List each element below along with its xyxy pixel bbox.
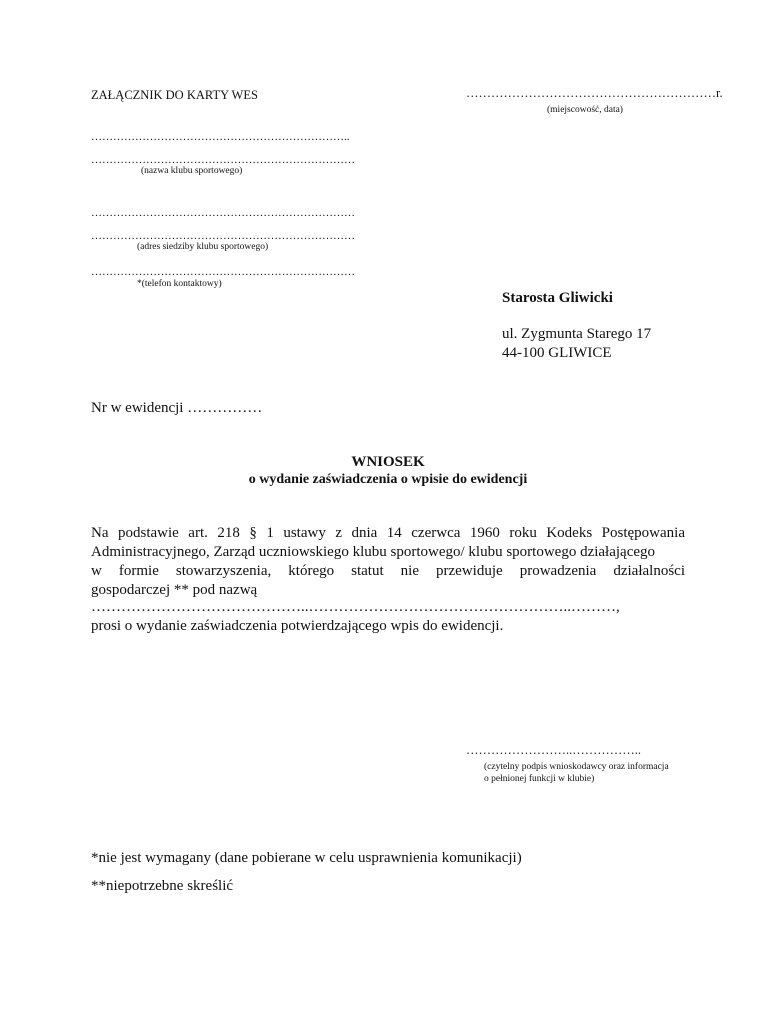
club-address-caption: (adres siedziby klubu sportowego) bbox=[137, 242, 269, 252]
body-line-2: Administracyjnego, Zarząd uczniowskiego klubu sportowego/ klubu sportowego działającego bbox=[91, 544, 656, 560]
club-address-field-1[interactable]: ……………………………………………………………… bbox=[91, 207, 355, 219]
signature-field[interactable]: ……………………..…………….. bbox=[466, 743, 641, 757]
body-line-4: gospodarczej ** pod nazwą bbox=[91, 582, 258, 598]
club-address-field-2[interactable]: ……………………………………………………………… bbox=[91, 230, 355, 242]
registry-number: Nr w ewidencji …………… bbox=[91, 400, 263, 416]
addressee-title: Starosta Gliwicki bbox=[502, 290, 613, 306]
addressee-city: 44-100 GLIWICE bbox=[502, 345, 612, 361]
club-name-dots-line[interactable]: ……………………………………..……………………………………………..………, bbox=[91, 599, 620, 615]
club-name-field-1[interactable]: …………………………………………………………….. bbox=[91, 131, 350, 143]
place-date-field[interactable]: ……………………………………………………r. bbox=[466, 86, 723, 100]
phone-field[interactable]: ……………………………………………………………… bbox=[91, 266, 355, 278]
place-date-caption: (miejscowość, data) bbox=[547, 105, 623, 115]
request-title: WNIOSEK bbox=[351, 454, 425, 470]
signature-caption-2: o pełnionej funkcji w klubie) bbox=[484, 774, 595, 784]
phone-caption: *(telefon kontaktowy) bbox=[137, 279, 222, 289]
footnote-1: *nie jest wymagany (dane pobierane w celu usprawnienia komunikacji) bbox=[91, 850, 522, 866]
club-name-field-2[interactable]: ……………………………………………………………… bbox=[91, 154, 355, 166]
club-name-caption: (nazwa klubu sportowego) bbox=[141, 166, 243, 176]
attachment-label: ZAŁĄCZNIK DO KARTY WES bbox=[91, 88, 258, 102]
body-line-3: w formie stowarzyszenia, którego statut nie przewiduje prowadzenia działalności bbox=[91, 563, 685, 579]
request-subtitle: o wydanie zaświadczenia o wpisie do ewidencji bbox=[248, 472, 528, 487]
signature-caption-1: (czytelny podpis wnioskodawcy oraz informacja bbox=[484, 762, 669, 772]
footnote-2: **niepotrzebne skreślić bbox=[91, 878, 234, 894]
body-final-line: prosi o wydanie zaświadczenia potwierdzającego wpis do ewidencji. bbox=[91, 618, 504, 634]
body-line-1: Na podstawie art. 218 § 1 ustawy z dnia 14 czerwca 1960 roku Kodeks Postępowania bbox=[91, 525, 685, 541]
addressee-street: ul. Zygmunta Starego 17 bbox=[502, 326, 652, 342]
